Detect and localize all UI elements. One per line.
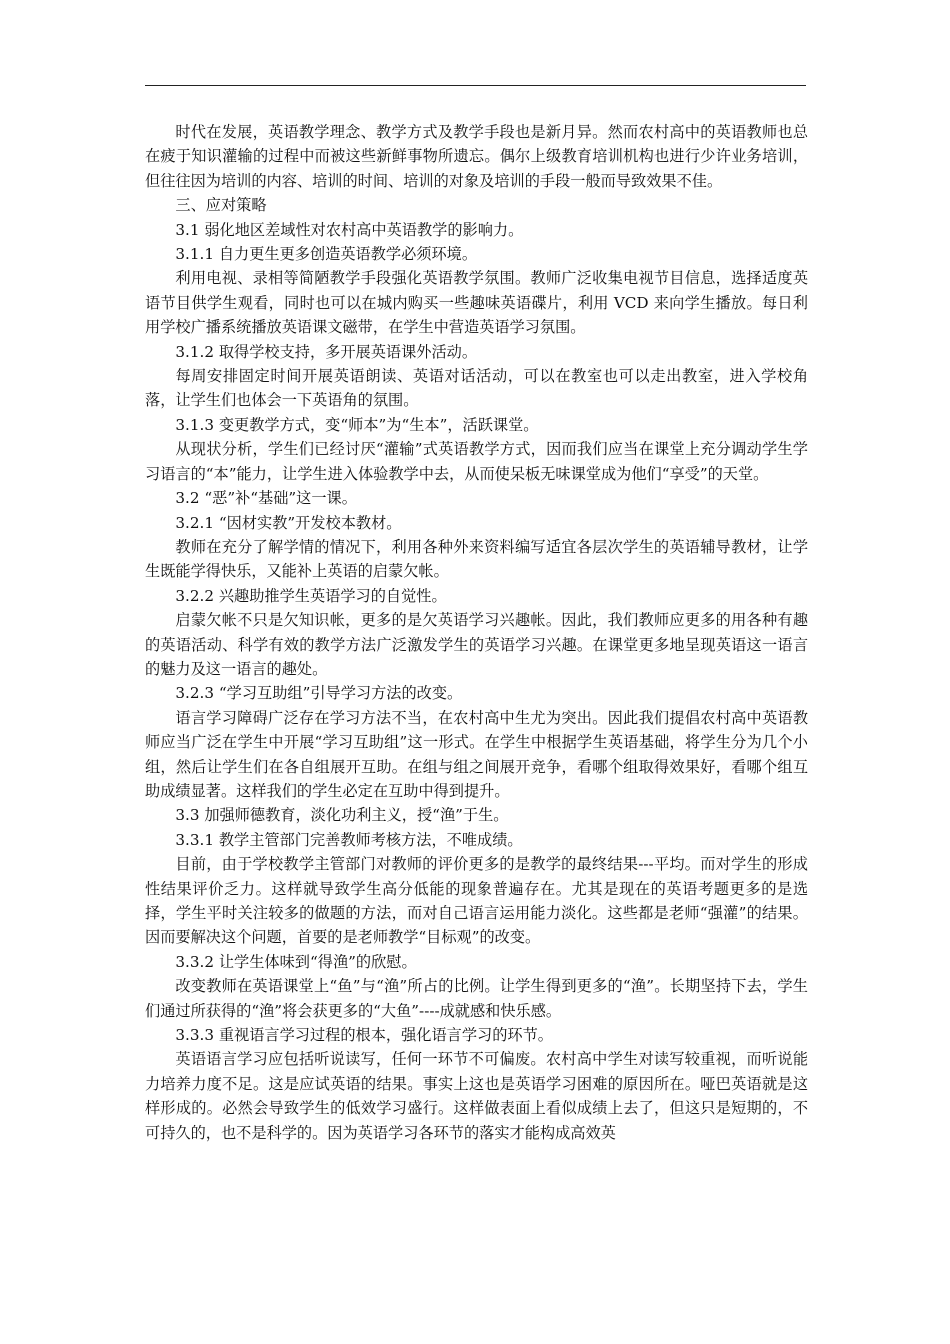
subsection-heading: 3.1.3 变更教学方式，变“师本”为“生本”，活跃课堂。 bbox=[175, 415, 539, 434]
section-heading: 三、应对策略 bbox=[175, 196, 267, 215]
paragraph: 时代在发展，英语教学理念、教学方式及教学手段也是新月异。然而农村高中的英语教师也总在疲于知识灌输的过程中而被这些新鲜事物所遗忘。偶尔上级教育培训机构也进行少许业务培训，但往往因为培训的内容、培训的时间、培训的对象及培训的手段一般而导致效果不佳。 bbox=[145, 123, 808, 190]
subsection-heading: 3.1.1 自力更生更多创造英语教学必须环境。 bbox=[175, 245, 478, 264]
subsection-heading: 3.2.2 兴趣助推学生英语学习的自觉性。 bbox=[175, 586, 447, 605]
subsection-heading: 3.1.2 取得学校支持，多开展英语课外活动。 bbox=[175, 342, 478, 361]
paragraph: 教师在充分了解学情的情况下，利用各种外来资料编写适宜各层次学生的英语辅导教材，让学生既能学得快乐，又能补上英语的启蒙欠帐。 bbox=[145, 537, 808, 581]
document-body bbox=[145, 120, 808, 1145]
subsection-heading: 3.3 加强师德教育，淡化功利主义，授“渔”于生。 bbox=[175, 806, 509, 825]
subsection-heading: 3.1 弱化地区差域性对农村高中英语教学的影响力。 bbox=[175, 220, 524, 239]
subsection-heading: 3.2.3 “学习互助组”引导学习方法的改变。 bbox=[175, 684, 463, 703]
paragraph: 语言学习障碍广泛存在学习方法不当，在农村高中生尤为突出。因此我们提倡农村高中英语教师应当广泛在学生中开展“学习互助组”这一形式。在学生中根据学生英语基础，将学生分为几个小组，然后让学生们在各自组展开互助。在组与组之间展开竞争，看哪个组取得效果好，看哪个组互助成绩显著。这样我们的学生必定在互助中得到提升。 bbox=[145, 708, 808, 800]
subsection-heading: 3.2 “恶”补“基础”这一课。 bbox=[175, 489, 357, 508]
subsection-heading: 3.3.2 让学生体味到“得渔”的欣慰。 bbox=[175, 952, 417, 971]
subsection-heading: 3.3.1 教学主管部门完善教师考核方法，不唯成绩。 bbox=[175, 830, 523, 849]
paragraph: 英语语言学习应包括听说读写，任何一环节不可偏废。农村高中学生对读写较重视，而听说能力培养力度不足。这是应试英语的结果。事实上这也是英语学习困难的原因所在。哑巴英语就是这样形成的。必然会导致学生的低效学习盛行。这样做表面上看似成绩上去了，但这只是短期的，不可持久的，也不是科学的。因为英语学习各环节的落实才能构成高效英 bbox=[145, 1050, 808, 1142]
subsection-heading: 3.3.3 重视语言学习过程的根本，强化语言学习的环节。 bbox=[175, 1026, 553, 1045]
subsection-heading: 3.2.1 “因材实教”开发校本教材。 bbox=[175, 513, 402, 532]
paragraph: 启蒙欠帐不只是欠知识帐，更多的是欠英语学习兴趣帐。因此，我们教师应更多的用各种有趣的英语活动、科学有效的教学方法广泛激发学生的英语学习兴趣。在课堂更多地呈现英语这一语言的魅力及这一语言的趣处。 bbox=[145, 611, 808, 678]
paragraph: 从现状分析，学生们已经讨厌“灌输”式英语教学方式，因而我们应当在课堂上充分调动学生学习语言的“本”能力，让学生进入体验教学中去，从而使呆板无味课堂成为他们“享受”的天堂。 bbox=[145, 440, 808, 483]
paragraph: 每周安排固定时间开展英语朗读、英语对话活动，可以在教室也可以走出教室，进入学校角落，让学生们也体会一下英语角的氛围。 bbox=[145, 367, 808, 410]
paragraph: 目前，由于学校教学主管部门对教师的评价更多的是教学的最终结果---平均。而对学生的形成性结果评价乏力。这样就导致学生高分低能的现象普遍存在。尤其是现在的英语考题更多的是选择，学生平时关注较多的做题的方法，而对自己语言运用能力淡化。这些都是老师“强灌”的结果。因而要解决这个问题，首要的是老师教学“目标观”的改变。 bbox=[145, 855, 808, 947]
header-rule bbox=[145, 85, 806, 86]
paragraph: 利用电视、录相等简陋教学手段强化英语教学氛围。教师广泛收集电视节目信息，选择适度英语节目供学生观看，同时也可以在城内购买一些趣味英语碟片，利用 VCD 来向学生播放。每日利用学校广播系统播放英语课文磁带，在学生中营造英语学习氛围。 bbox=[145, 269, 808, 337]
paragraph: 改变教师在英语课堂上“鱼”与“渔”所占的比例。让学生得到更多的“渔”。长期坚持下去，学生们通过所获得的“渔”将会获更多的“大鱼”----成就感和快乐感。 bbox=[145, 977, 808, 1020]
